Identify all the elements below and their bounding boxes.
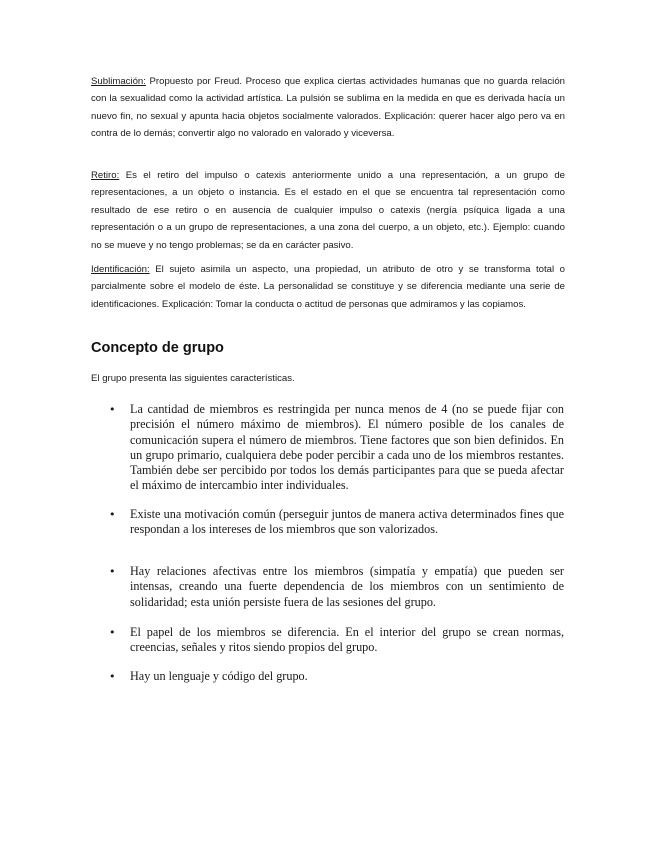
list-item: • La cantidad de miembros es restringida per nunca menos de 4 (no se puede fijar con precisión el número máximo de miembros). El número posible de los canales de comunicación supera el número de miembros. Tiene factores que son bien definidos. En un grupo primario, cualquiera debe poder percibir a cada uno de los miembros restantes. También debe ser percibido por todos los demás participantes para que se pueda afectar el máximo de intercambio inter individuales. <box>130 402 564 494</box>
definition-identificacion <box>91 261 565 313</box>
definition-sublimacion <box>91 73 565 143</box>
section-intro: El grupo presenta las siguientes características. <box>91 373 295 384</box>
definition-text: Es el retiro del impulso o catexis anteriormente unido a una representación, a un grupo de representaciones, a un objeto o instancia. Es el estado en el que se encuentra tal representación como resultado de ese retiro o en ausencia de cualquier impulso o catexis (nergía psíquica ligada a una representación o a un grupo de representaciones, a una zona del cuerpo, a un objeto, etc.). Ejemplo: cuando no se mueve y no tengo problemas; se da en carácter pasivo. <box>91 170 565 251</box>
definition-term: Sublimación: <box>91 76 146 87</box>
definition-text: Propuesto por Freud. Proceso que explica ciertas actividades humanas que no guarda relación con la sexualidad como la actividad artística. La pulsión se sublima en la medida en que es derivada hacía un nuevo fin, no sexual y apunta hacia objetos socialmente valorados. Explicación: querer hacer algo pero va en contra de lo demás; convertir algo no valorado en valorado y viceversa. <box>91 76 565 140</box>
list-item: • Existe una motivación común (perseguir juntos de manera activa determinados fines que respondan a los intereses de los miembros que son valorizados. <box>130 507 564 538</box>
list-item: • El papel de los miembros se diferencia. En el interior del grupo se crean normas, creencias, señales y ritos siendo propios del grupo. <box>130 625 564 656</box>
list-item: • Hay relaciones afectivas entre los miembros (simpatía y empatía) que pueden ser intensas, creando una fuerte dependencia de los miembros con un sentimiento de solidaridad; esta unión persiste fuera de las sesiones del grupo. <box>130 564 564 610</box>
section-heading: Concepto de grupo <box>91 340 224 356</box>
definition-term: Identificación: <box>91 264 150 275</box>
list-item: • Hay un lenguaje y código del grupo. <box>130 669 564 684</box>
definition-retiro <box>91 167 565 254</box>
definition-term: Retiro: <box>91 170 120 181</box>
definition-text: El sujeto asimila un aspecto, una propiedad, un atributo de otro y se transforma total o parcialmente sobre el modelo de éste. La personalidad se constituye y se diferencia mediante una serie de identificaciones. Explicación: Tomar la conducta o actitud de personas que admiramos y las copiamos. <box>91 264 565 310</box>
